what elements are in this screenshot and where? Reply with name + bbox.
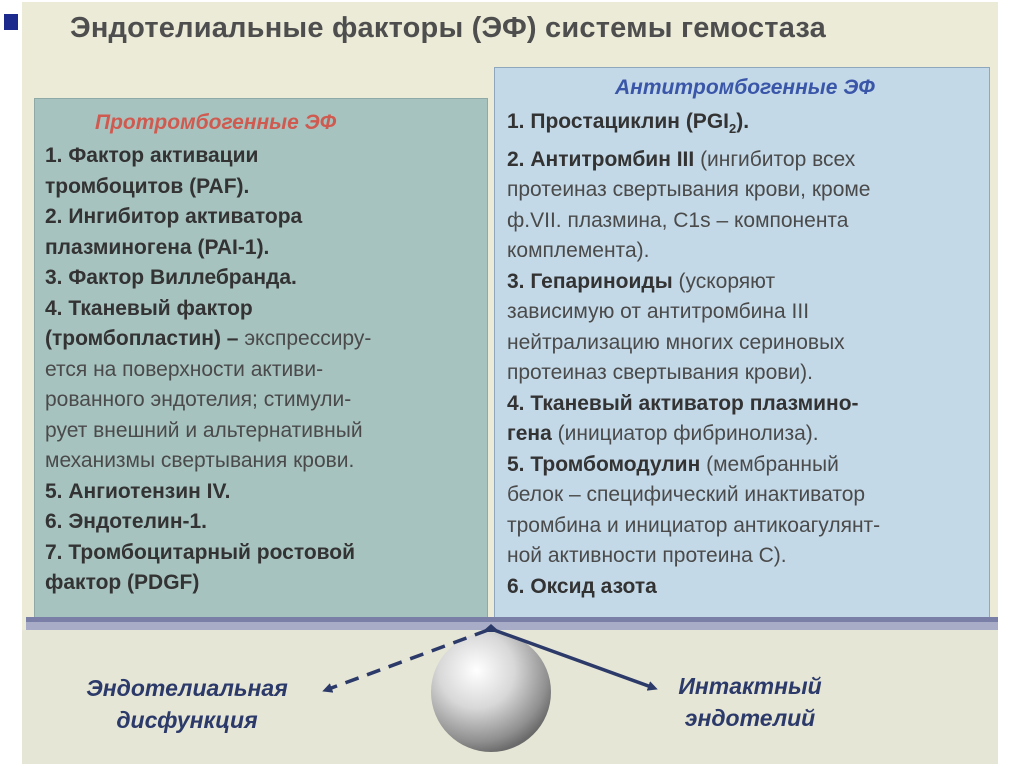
list-text: 1. Фактор активации — [45, 144, 259, 167]
list-text: 2. Антитромбин III — [507, 147, 701, 171]
list-text: 5. Ангиотензин IV. — [45, 479, 231, 503]
endothelial-dysfunction-line2: дисфункция — [116, 707, 258, 733]
page-title: Эндотелиальные факторы (ЭФ) системы гемостаза — [70, 12, 826, 44]
list-text: ется на поверхности активи- — [45, 357, 324, 381]
list-text: (тромбопластин) – — [45, 327, 245, 350]
list-text: 6. Оксид азота — [507, 574, 657, 598]
list-text: протеиназ свертывания крови, кроме — [507, 178, 871, 202]
list-text: ). — [736, 110, 750, 133]
intact-endothelium-line2: эндотелий — [684, 705, 816, 731]
list-text: 3. Гепариноиды — [507, 269, 679, 293]
list-text: (ускоряют — [678, 269, 776, 293]
list-text: рованного эндотелия; стимули- — [45, 388, 352, 411]
prothrombogenic-heading: Протромбогенные ЭФ — [95, 111, 337, 134]
list-text: ф.VII. плазмина, C1s – компонента — [507, 208, 849, 232]
list-text: 4. Тканевый фактор — [45, 296, 253, 320]
list-text: зависимую от антитромбина III — [507, 300, 810, 324]
list-text: 5. Тромбомодулин — [507, 452, 707, 476]
endothelial-dysfunction-line1: Эндотелиальная — [86, 675, 288, 701]
list-text: тромбина и инициатор антикоагулянт- — [507, 513, 881, 537]
list-text: 4. Тканевый активатор плазмино- — [507, 391, 859, 415]
intact-endothelium-line1: Интактный — [678, 673, 822, 699]
list-text: тромбоцитов (PAF). — [45, 174, 250, 198]
list-text: 6. Эндотелин-1. — [45, 510, 208, 533]
list-text: фактор (PDGF) — [45, 571, 200, 594]
list-text: (мембранный — [706, 452, 839, 476]
list-text: механизмы свертывания крови. — [45, 449, 355, 472]
list-text: (ингибитор всех — [700, 147, 856, 171]
list-text: 2 — [729, 121, 737, 137]
list-text: экспрессиру- — [244, 327, 372, 350]
list-text: гена — [507, 422, 558, 446]
intact-endothelium-label — [640, 670, 860, 734]
list-text: плазминогена (PAI-1). — [45, 235, 270, 259]
list-text: нейтрализацию многих сериновых — [507, 330, 845, 354]
list-text: 1. Простациклин (PGI — [507, 110, 729, 133]
list-text: протеиназ свертывания крови). — [507, 361, 813, 385]
list-text: белок – специфический инактиватор — [507, 483, 866, 507]
list-text: комплемента). — [507, 239, 650, 263]
list-text: 3. Фактор Виллебранда. — [45, 266, 297, 289]
endothelial-dysfunction-label — [62, 672, 312, 736]
list-text: ной активности протеина С). — [507, 544, 787, 568]
antithrombogenic-heading: Антитромбогенные ЭФ — [615, 76, 875, 99]
list-text: (инициатор фибринолиза). — [557, 422, 819, 446]
list-text: 7. Тромбоцитарный ростовой — [45, 540, 356, 564]
fulcrum-sphere — [431, 632, 551, 752]
list-text: рует внешний и альтернативный — [45, 418, 363, 442]
list-text: 2. Ингибитор активатора — [45, 205, 303, 228]
